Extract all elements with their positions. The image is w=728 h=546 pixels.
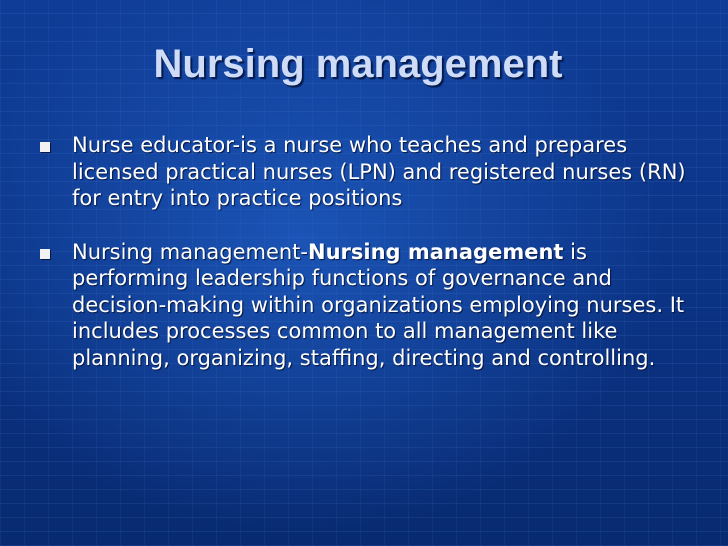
slide-title: Nursing management (153, 42, 563, 86)
bullet-rest-text: is performing leadership functions of governance and decision-making within organizations employing nurses. It includes processes common to all management like planning, organizing, staffing, directing and controlling. (72, 239, 685, 370)
bullet-text: Nurse educator-is a nurse who teaches and prepares licensed practical nurses (LPN) and registered nurses (RN) for entry into practice positions (72, 133, 686, 210)
bullet-item-nursing-management (40, 239, 692, 372)
bullet-item-nurse-educator (40, 132, 692, 212)
square-bullet-icon (40, 142, 50, 152)
bullet-bold-term: Nursing management (308, 239, 564, 264)
bullet-list (40, 132, 692, 371)
bullet-lead-text: Nursing management- (72, 239, 308, 264)
square-bullet-icon (40, 249, 50, 259)
